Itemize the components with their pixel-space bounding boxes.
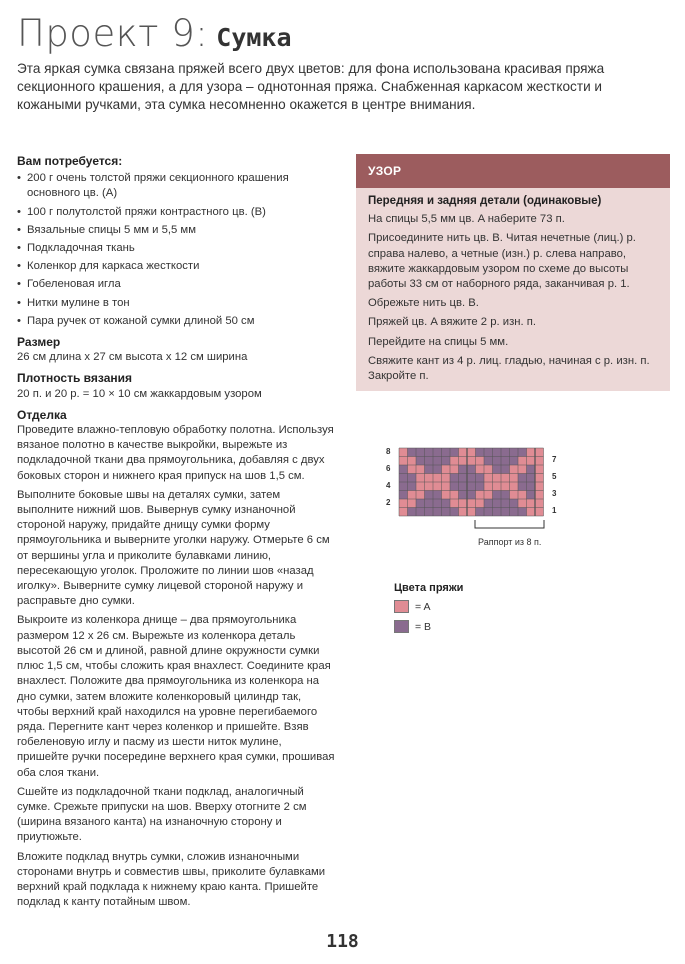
chart-cell: [416, 482, 425, 491]
pattern-step: Пряжей цв. A вяжите 2 р. изн. п.: [368, 316, 537, 329]
chart-cell: [425, 465, 434, 474]
chart-cell: [501, 457, 510, 466]
chart-cell: [501, 448, 510, 457]
intro-text: Эта яркая сумка связана пряжей всего двух цветов: для фона использована красивая пряжа секционного крашения, а для узора – однотонная пряжа. Снабженная каркасом жесткости и кожаными ручками, эта сумка несомненно окажется в центре внимания.: [17, 61, 605, 112]
legend-item: [394, 620, 463, 633]
row-label-right: 5: [552, 472, 557, 481]
chart-cell: [527, 448, 536, 457]
chart-cell: [425, 474, 434, 483]
chart-cell: [467, 482, 476, 491]
chart-cell: [450, 508, 459, 517]
chart-cell: [493, 491, 502, 500]
chart-cell: [527, 465, 536, 474]
chart-cell: [467, 499, 476, 508]
chart-cell: [433, 474, 442, 483]
chart-cell: [416, 491, 425, 500]
legend-label: = A: [415, 600, 431, 613]
chart-cell: [527, 499, 536, 508]
chart-cell: [408, 465, 417, 474]
chart-cell: [433, 457, 442, 466]
chart-cell: [399, 457, 408, 466]
chart-cell: [450, 457, 459, 466]
chart-cell: [476, 508, 485, 517]
chart-cell: [484, 499, 493, 508]
chart-cell: [501, 491, 510, 500]
chart-cell: [416, 499, 425, 508]
chart-cell: [442, 465, 451, 474]
chart-cell: [450, 448, 459, 457]
chart-cell: [408, 457, 417, 466]
row-label-left: 8: [386, 447, 391, 456]
finishing-paragraph: Выкроите из коленкора днище – два прямоугольника размером 12 x 26 см. Вырежьте из коленкора деталь высотой 26 см и длиной, равной длине окружности сумки плюс 1,5 см, чтобы сложить края внахлест. Соедините края внахлест. Положите два прямоугольника из коленкора на дно сумки, затем вложите коленкоровый цилиндр так, чтобы верхний край находился на уровне перегибаемого ряда. Перегните кант через коленкор и пришейте. Взяв гобеленовую иглу и пасму из шести ниток мулине, пришейте ручки посередине верхнего края сумки, прошивая оба слоя ткани.: [17, 614, 335, 779]
chart-cell: [467, 508, 476, 517]
finishing-paragraph: Выполните боковые швы на деталях сумки, затем выполните нижний шов. Вывернув сумку изнаночной стороной наружу, придайте днищу сумки форму прямоугольника и выверните уголки наружу. Отмерьте 6 см от вершины угла и приколите булавками линию, пересекающую уголок. Проложите по линии шов «назад иголку». Выверните сумку лицевой стороной наружу и расправьте дно сумки.: [17, 488, 330, 608]
chart-cell: [442, 491, 451, 500]
row-label-right: 3: [552, 489, 557, 498]
legend-heading: Цвета пряжи: [394, 582, 464, 594]
chart-cell: [467, 465, 476, 474]
pattern-subheading: Передняя и задняя детали (одинаковые): [368, 195, 602, 207]
chart-cell: [425, 499, 434, 508]
chart-cell: [535, 491, 544, 500]
chart-cell: [518, 474, 527, 483]
legend-label: = B: [415, 620, 432, 633]
chart-cell: [510, 474, 519, 483]
chart-cell: [535, 448, 544, 457]
size-text: 26 см длина x 27 см высота x 12 см ширина: [17, 351, 248, 364]
chart-cell: [433, 448, 442, 457]
chart-cell: [459, 465, 468, 474]
pattern-step: Свяжите кант из 4 р. лиц. гладью, начиная с р. изн. п. Закройте п.: [368, 354, 650, 383]
chart-cell: [459, 482, 468, 491]
chart-cell: [399, 491, 408, 500]
chart-cell: [450, 491, 459, 500]
materials-list: [17, 171, 335, 329]
chart-cell: [459, 508, 468, 517]
chart-cell: [442, 474, 451, 483]
chart-cell: [476, 499, 485, 508]
chart-cell: [518, 491, 527, 500]
chart-cell: [416, 448, 425, 457]
pattern-box: [356, 154, 670, 391]
chart-cell: [416, 457, 425, 466]
chart-cell: [535, 457, 544, 466]
materials-item: • Коленкор для каркаса жесткости: [17, 259, 335, 274]
chart-cell: [484, 457, 493, 466]
materials-item: • 100 г полутолстой пряжи контрастного цв. (B): [17, 205, 335, 220]
row-label-right: 1: [552, 506, 557, 515]
left-column: [17, 154, 335, 914]
chart-cell: [476, 457, 485, 466]
chart-cell: [510, 448, 519, 457]
chart-cell: [484, 474, 493, 483]
chart-cell: [501, 465, 510, 474]
chart-cell: [510, 482, 519, 491]
chart-cell: [510, 465, 519, 474]
chart-cell: [484, 465, 493, 474]
chart-cell: [476, 491, 485, 500]
chart-cell: [450, 474, 459, 483]
chart-cell: [518, 448, 527, 457]
chart-cell: [442, 457, 451, 466]
chart-cell: [527, 482, 536, 491]
finishing-paragraph: Сшейте из подкладочной ткани подклад, аналогичный сумке. Срежьте припуски на шов. Вверху отогните 2 см (ширина вязаного канта) на изнаночную сторону и приутюжьте.: [17, 785, 307, 844]
chart-cell: [399, 448, 408, 457]
chart-cell: [442, 499, 451, 508]
chart-cell: [416, 465, 425, 474]
materials-item: • Вязальные спицы 5 мм и 5,5 мм: [17, 223, 335, 238]
repeat-label: Раппорт из 8 п.: [478, 537, 542, 547]
chart-cell: [518, 465, 527, 474]
chart-cell: [527, 457, 536, 466]
legend-item: [394, 600, 463, 613]
chart-cell: [510, 499, 519, 508]
chart-cell: [527, 474, 536, 483]
chart-cell: [459, 499, 468, 508]
swatch-b: [394, 620, 409, 633]
materials-item: • Пара ручек от кожаной сумки длиной 50 см: [17, 314, 335, 329]
materials-item: • Нитки мулине в тон: [17, 296, 335, 311]
chart-cell: [433, 482, 442, 491]
gauge-section: [17, 371, 335, 401]
chart-cell: [416, 508, 425, 517]
finishing-paragraph: Вложите подклад внутрь сумки, сложив изнаночными сторонами внутрь и совместив швы, приколите булавками верхний край подклада к нижнему краю канта. Пришейте подклад к канту потайным швом.: [17, 850, 326, 909]
materials-item: • Гобеленовая игла: [17, 277, 335, 292]
row-label-left: 2: [386, 498, 391, 507]
title-sub: Сумка: [216, 23, 292, 52]
knitting-chart-svg: [380, 440, 580, 570]
materials-item: • 200 г очень толстой пряжи секционного крашения основного цв. (A): [17, 171, 335, 201]
chart-cell: [493, 508, 502, 517]
chart-cell: [518, 482, 527, 491]
row-label-left: 4: [386, 481, 391, 490]
chart-cell: [399, 465, 408, 474]
chart-cell: [425, 457, 434, 466]
chart-cell: [535, 482, 544, 491]
chart-cell: [425, 448, 434, 457]
chart-cell: [433, 491, 442, 500]
chart-cell: [408, 499, 417, 508]
chart-cell: [501, 474, 510, 483]
chart-cell: [518, 499, 527, 508]
chart-cell: [493, 457, 502, 466]
chart-cell: [476, 448, 485, 457]
chart-cell: [527, 508, 536, 517]
chart-cell: [510, 457, 519, 466]
chart-cell: [433, 508, 442, 517]
size-section: [17, 335, 335, 365]
chart-cell: [467, 448, 476, 457]
chart-cell: [408, 491, 417, 500]
page-title: [17, 12, 292, 55]
chart-cell: [493, 465, 502, 474]
yarn-colors-legend: [394, 582, 463, 640]
title-main: Проект 9:: [17, 12, 209, 55]
chart-cell: [459, 448, 468, 457]
chart-cell: [416, 474, 425, 483]
pattern-step: Присоедините нить цв. B. Читая нечетные (лиц.) р. справа налево, а четные (изн.) р. слева направо, вяжите жаккардовым узором по схеме до высоты работы 33 см от наборного ряда, заканчивая р. 1.: [368, 232, 636, 291]
finishing-paragraph: Проведите влажно-тепловую обработку полотна. Используя вязаное полотно в качестве выкройки, вырежьте из подкладочной ткани два прямоугольника, добавляя с двух боковых сторон и нижнего края припуск на шов 1,5 см.: [17, 424, 334, 482]
chart-cell: [484, 482, 493, 491]
chart-cell: [527, 491, 536, 500]
chart-cell: [425, 508, 434, 517]
pattern-step: Перейдите на спицы 5 мм.: [368, 335, 509, 348]
chart-cell: [425, 491, 434, 500]
chart-cell: [408, 482, 417, 491]
gauge-heading: Плотность вязания: [17, 371, 133, 386]
materials-heading: Вам потребуется:: [17, 154, 123, 168]
chart-cell: [467, 474, 476, 483]
chart-cell: [476, 465, 485, 474]
materials-item: • Подкладочная ткань: [17, 241, 335, 256]
chart-cell: [501, 508, 510, 517]
chart-cell: [501, 499, 510, 508]
chart-cell: [476, 474, 485, 483]
size-heading: Размер: [17, 335, 61, 350]
chart-cell: [399, 474, 408, 483]
pattern-step: Обрежьте нить цв. B.: [368, 297, 479, 310]
chart-cell: [450, 499, 459, 508]
chart-cell: [433, 465, 442, 474]
chart-cell: [442, 508, 451, 517]
chart-cell: [408, 508, 417, 517]
swatch-a: [394, 600, 409, 613]
chart-cell: [484, 491, 493, 500]
pattern-box-body: [356, 188, 670, 384]
chart-cell: [442, 482, 451, 491]
chart-cell: [484, 508, 493, 517]
chart-cell: [399, 508, 408, 517]
finishing-heading: Отделка: [17, 407, 67, 422]
chart-cell: [484, 448, 493, 457]
chart-cell: [535, 499, 544, 508]
chart-cell: [442, 448, 451, 457]
chart-cell: [459, 457, 468, 466]
chart-cell: [467, 457, 476, 466]
chart-cell: [408, 474, 417, 483]
row-label-right: 7: [552, 455, 557, 464]
gauge-text: 20 п. и 20 р. = 10 × 10 см жаккардовым узором: [17, 387, 262, 400]
chart-cell: [501, 482, 510, 491]
chart-cell: [450, 465, 459, 474]
intro-section: [17, 60, 667, 114]
chart-cell: [535, 465, 544, 474]
chart-cell: [467, 491, 476, 500]
chart-cell: [399, 482, 408, 491]
chart-cell: [535, 508, 544, 517]
row-label-left: 6: [386, 464, 391, 473]
pattern-step: На спицы 5,5 мм цв. A наберите 73 п.: [368, 213, 565, 226]
chart-cell: [493, 482, 502, 491]
page-number: 118: [326, 931, 359, 952]
chart-cell: [408, 448, 417, 457]
chart-cell: [518, 457, 527, 466]
chart-cell: [476, 482, 485, 491]
knitting-chart: [380, 440, 580, 570]
chart-cell: [433, 499, 442, 508]
chart-cell: [510, 491, 519, 500]
chart-cell: [459, 474, 468, 483]
pattern-box-header: УЗОР: [356, 154, 670, 188]
chart-cell: [493, 499, 502, 508]
chart-cell: [399, 499, 408, 508]
chart-cell: [510, 508, 519, 517]
chart-cell: [493, 448, 502, 457]
finishing-section: [17, 408, 335, 911]
chart-cell: [459, 491, 468, 500]
chart-cell: [425, 482, 434, 491]
chart-cell: [450, 482, 459, 491]
chart-cell: [493, 474, 502, 483]
chart-cell: [535, 474, 544, 483]
chart-cell: [518, 508, 527, 517]
repeat-bracket: [475, 520, 544, 528]
